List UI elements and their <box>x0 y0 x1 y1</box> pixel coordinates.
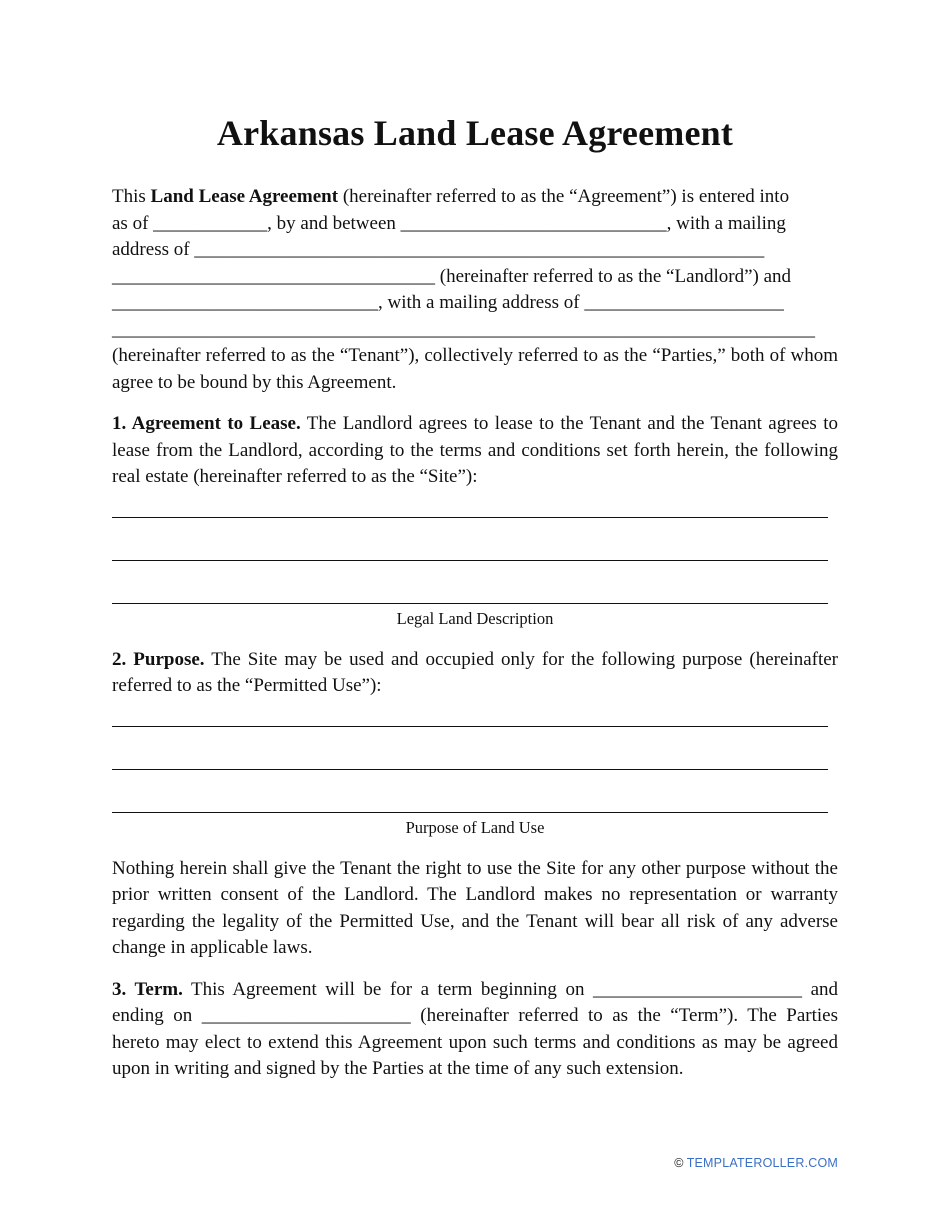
intro-text: (hereinafter referred to as the “Agreement”) is entered into <box>338 186 790 207</box>
blank-line <box>112 603 828 604</box>
section-2-heading: 2. Purpose. <box>112 648 205 670</box>
section-1-text: The Landlord agrees to lease to the Tenant and the Tenant agrees to lease from the Landlord, according to the terms and conditions set forth herein, the following real estate (hereinafter referred to as the “Site”): <box>112 413 838 487</box>
templateroller-link[interactable]: TEMPLATEROLLER.COM <box>686 1156 838 1170</box>
section-2-text: The Site may be used and occupied only for the following purpose (hereinafter referred to as the “Permitted Use”): <box>112 648 839 696</box>
section-3-paragraph <box>112 977 838 1083</box>
intro-paragraph <box>112 184 838 396</box>
purpose-blank <box>112 726 838 813</box>
document-page <box>112 108 838 1083</box>
agreement-name: Land Lease Agreement <box>150 186 339 207</box>
intro-line-1 <box>112 184 838 211</box>
section-1-heading: 1. Agreement to Lease. <box>112 413 301 434</box>
blank-line <box>112 812 828 813</box>
intro-line-4: __________________________________ (hereinafter referred to as the “Landlord”) and <box>112 265 792 287</box>
section-2-paragraph <box>112 647 838 700</box>
intro-tail: (hereinafter referred to as the “Tenant”), collectively referred to as the “Parties,” both of whom agree to be bound by this Agreement. <box>112 345 838 393</box>
intro-line-6: __________________________________________________________________________ <box>112 318 815 340</box>
blank-line <box>112 560 828 561</box>
legal-description-blank <box>112 517 838 604</box>
intro-line-5: ____________________________, with a mailing address of _____________________ <box>112 292 784 313</box>
section-1-paragraph <box>112 411 838 491</box>
intro-line-3: address of ____________________________________________________________ <box>112 239 765 260</box>
intro-text: This <box>112 186 151 207</box>
section-3-text: This Agreement will be for a term beginning on ______________________ and ending on ______________________ (hereinafter referred to as the “Term”). The Parties hereto may elect to extend this Agreement upon such terms and conditions as may be agreed upon in writing and signed by the Parties at the time of any such extension. <box>112 978 839 1079</box>
legal-land-description-caption: Legal Land Description <box>396 608 554 628</box>
copyright-symbol: © <box>674 1156 684 1170</box>
blank-line <box>112 517 828 518</box>
blank-line <box>112 726 828 727</box>
section-2-after-paragraph: Nothing herein shall give the Tenant the right to use the Site for any other purpose without the prior written consent of the Landlord. The Landlord makes no representation or warranty regarding the legality of the Permitted Use, and the Tenant will bear all risk of any adverse change in applicable laws. <box>112 857 838 958</box>
section-3-heading: 3. Term. <box>112 978 183 1000</box>
footer-credit <box>674 1156 838 1170</box>
document-title: Arkansas Land Lease Agreement <box>216 113 734 153</box>
intro-line-2: as of ____________, by and between ____________________________, with a mailing <box>112 212 786 234</box>
purpose-of-land-use-caption: Purpose of Land Use <box>405 817 545 837</box>
blank-line <box>112 769 828 770</box>
